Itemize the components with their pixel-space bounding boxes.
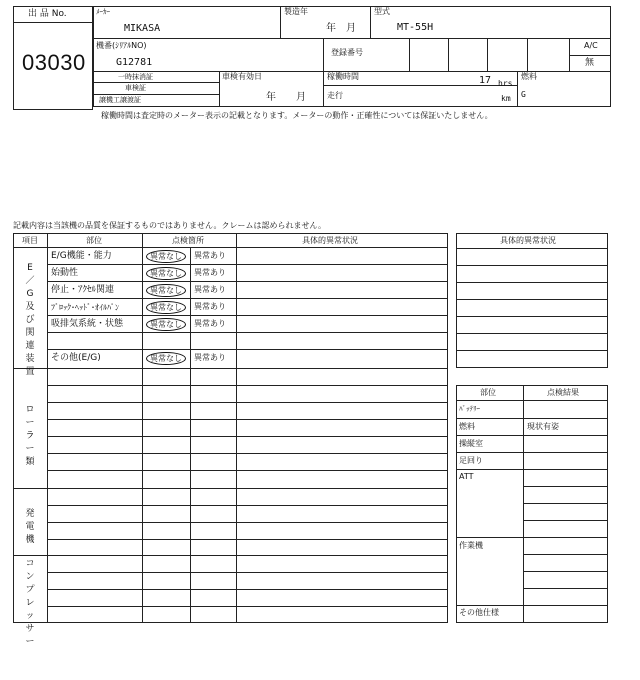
undercarriage-label: 足回り (459, 456, 483, 465)
serial-label: 機番(ｼﾘｱﾙNO) (96, 41, 147, 50)
shaken-label: 車検証 (125, 84, 146, 92)
cabin-label: 操縦室 (459, 439, 483, 448)
hours-value: 17 (479, 75, 492, 86)
eg-row-1: E/G機能・能力 (51, 251, 112, 261)
ac-label: A/C (584, 41, 598, 50)
maker-value: MIKASA (124, 23, 161, 34)
inspection-label: 車検有効日 (222, 72, 262, 81)
section-generator-label: 発電機 (25, 509, 35, 545)
year-value: 年 月 (326, 23, 356, 34)
eg-row-3: 停止・ｱｸｾﾙ関連 (51, 285, 115, 295)
no-abnormal-mark[interactable]: 異常なし (146, 318, 186, 331)
right-detail-header: 具体的異常状況 (500, 236, 556, 245)
model-label: 型式 (374, 7, 390, 16)
eg-row-4: ﾌﾞﾛｯｸ･ﾍｯﾄﾞ･ｵｲﾙﾊﾟﾝ (51, 303, 119, 312)
travel-label: 走行 (327, 91, 343, 100)
abnormal-option[interactable]: 異常あり (194, 268, 226, 277)
battery-label: ﾊﾞｯﾃﾘｰ (459, 405, 480, 413)
col-item: 項目 (22, 236, 38, 245)
disclaimer: 記載内容は当該機の品質を保証するものではありません。クレームは認められません。 (13, 221, 326, 230)
hours-label: 稼働時間 (327, 72, 359, 81)
work-machine-label: 作業機 (459, 541, 483, 550)
other-spec-label: その他仕様 (459, 608, 499, 617)
transfer-label: 譲機工譲渡証 (99, 96, 141, 104)
abnormal-option[interactable]: 異常あり (194, 285, 226, 294)
fuel-label: 燃料 (521, 72, 537, 81)
col-detail: 具体的異常状況 (302, 236, 358, 245)
right-detail-table (456, 233, 608, 368)
fuel-value: G (521, 90, 526, 99)
result-header: 点検結果 (547, 388, 579, 397)
serial-value: G12781 (116, 57, 153, 68)
lot-number-label: 出 品 No. (28, 9, 67, 19)
inspection-value: 年 月 (266, 92, 306, 103)
no-abnormal-mark[interactable]: 異常なし (146, 284, 186, 297)
abnormal-option[interactable]: 異常あり (194, 251, 226, 260)
eg-row-7: その他(E/G) (51, 353, 101, 363)
col-part: 部位 (86, 236, 102, 245)
registration-label: 登録番号 (331, 48, 363, 57)
model-value: MT-55H (397, 22, 434, 33)
abnormal-option[interactable]: 異常あり (194, 353, 226, 362)
meter-note: 稼働時間は査定時のメーター表示の記載となります。メーターの動作・正確性については保証いたしません。 (101, 111, 493, 120)
abnormal-option[interactable]: 異常あり (194, 302, 226, 311)
hours-unit: hrs (498, 79, 513, 88)
no-abnormal-mark[interactable]: 異常なし (146, 267, 186, 280)
part-header: 部位 (480, 388, 496, 397)
lot-number-value: 03030 (22, 50, 86, 75)
eg-row-5: 吸排気系統・状態 (51, 319, 124, 329)
section-compressor-label: コンプレッサー (25, 559, 35, 647)
year-label: 製造年 (284, 7, 308, 16)
section-eg-label: E／G及び関連装置 (25, 263, 35, 377)
col-check: 点検箇所 (172, 236, 204, 245)
no-abnormal-mark[interactable]: 異常なし (146, 352, 186, 365)
km-unit: km (501, 94, 511, 103)
no-abnormal-mark[interactable]: 異常なし (146, 301, 186, 314)
att-label: ATT (459, 472, 474, 481)
abnormal-option[interactable]: 異常あり (194, 319, 226, 328)
fuel-row-result: 現状有姿 (527, 422, 559, 431)
fuel-row-label: 燃料 (459, 422, 475, 431)
no-abnormal-mark[interactable]: 異常なし (146, 250, 186, 263)
eg-row-2: 始動性 (51, 268, 79, 278)
temp-cancel-label: 一時抹消証 (118, 73, 153, 81)
ac-value: 無 (585, 58, 595, 68)
maker-label: ﾒｰｶｰ (96, 8, 110, 16)
section-roller-label: ローラー類 (25, 405, 35, 467)
